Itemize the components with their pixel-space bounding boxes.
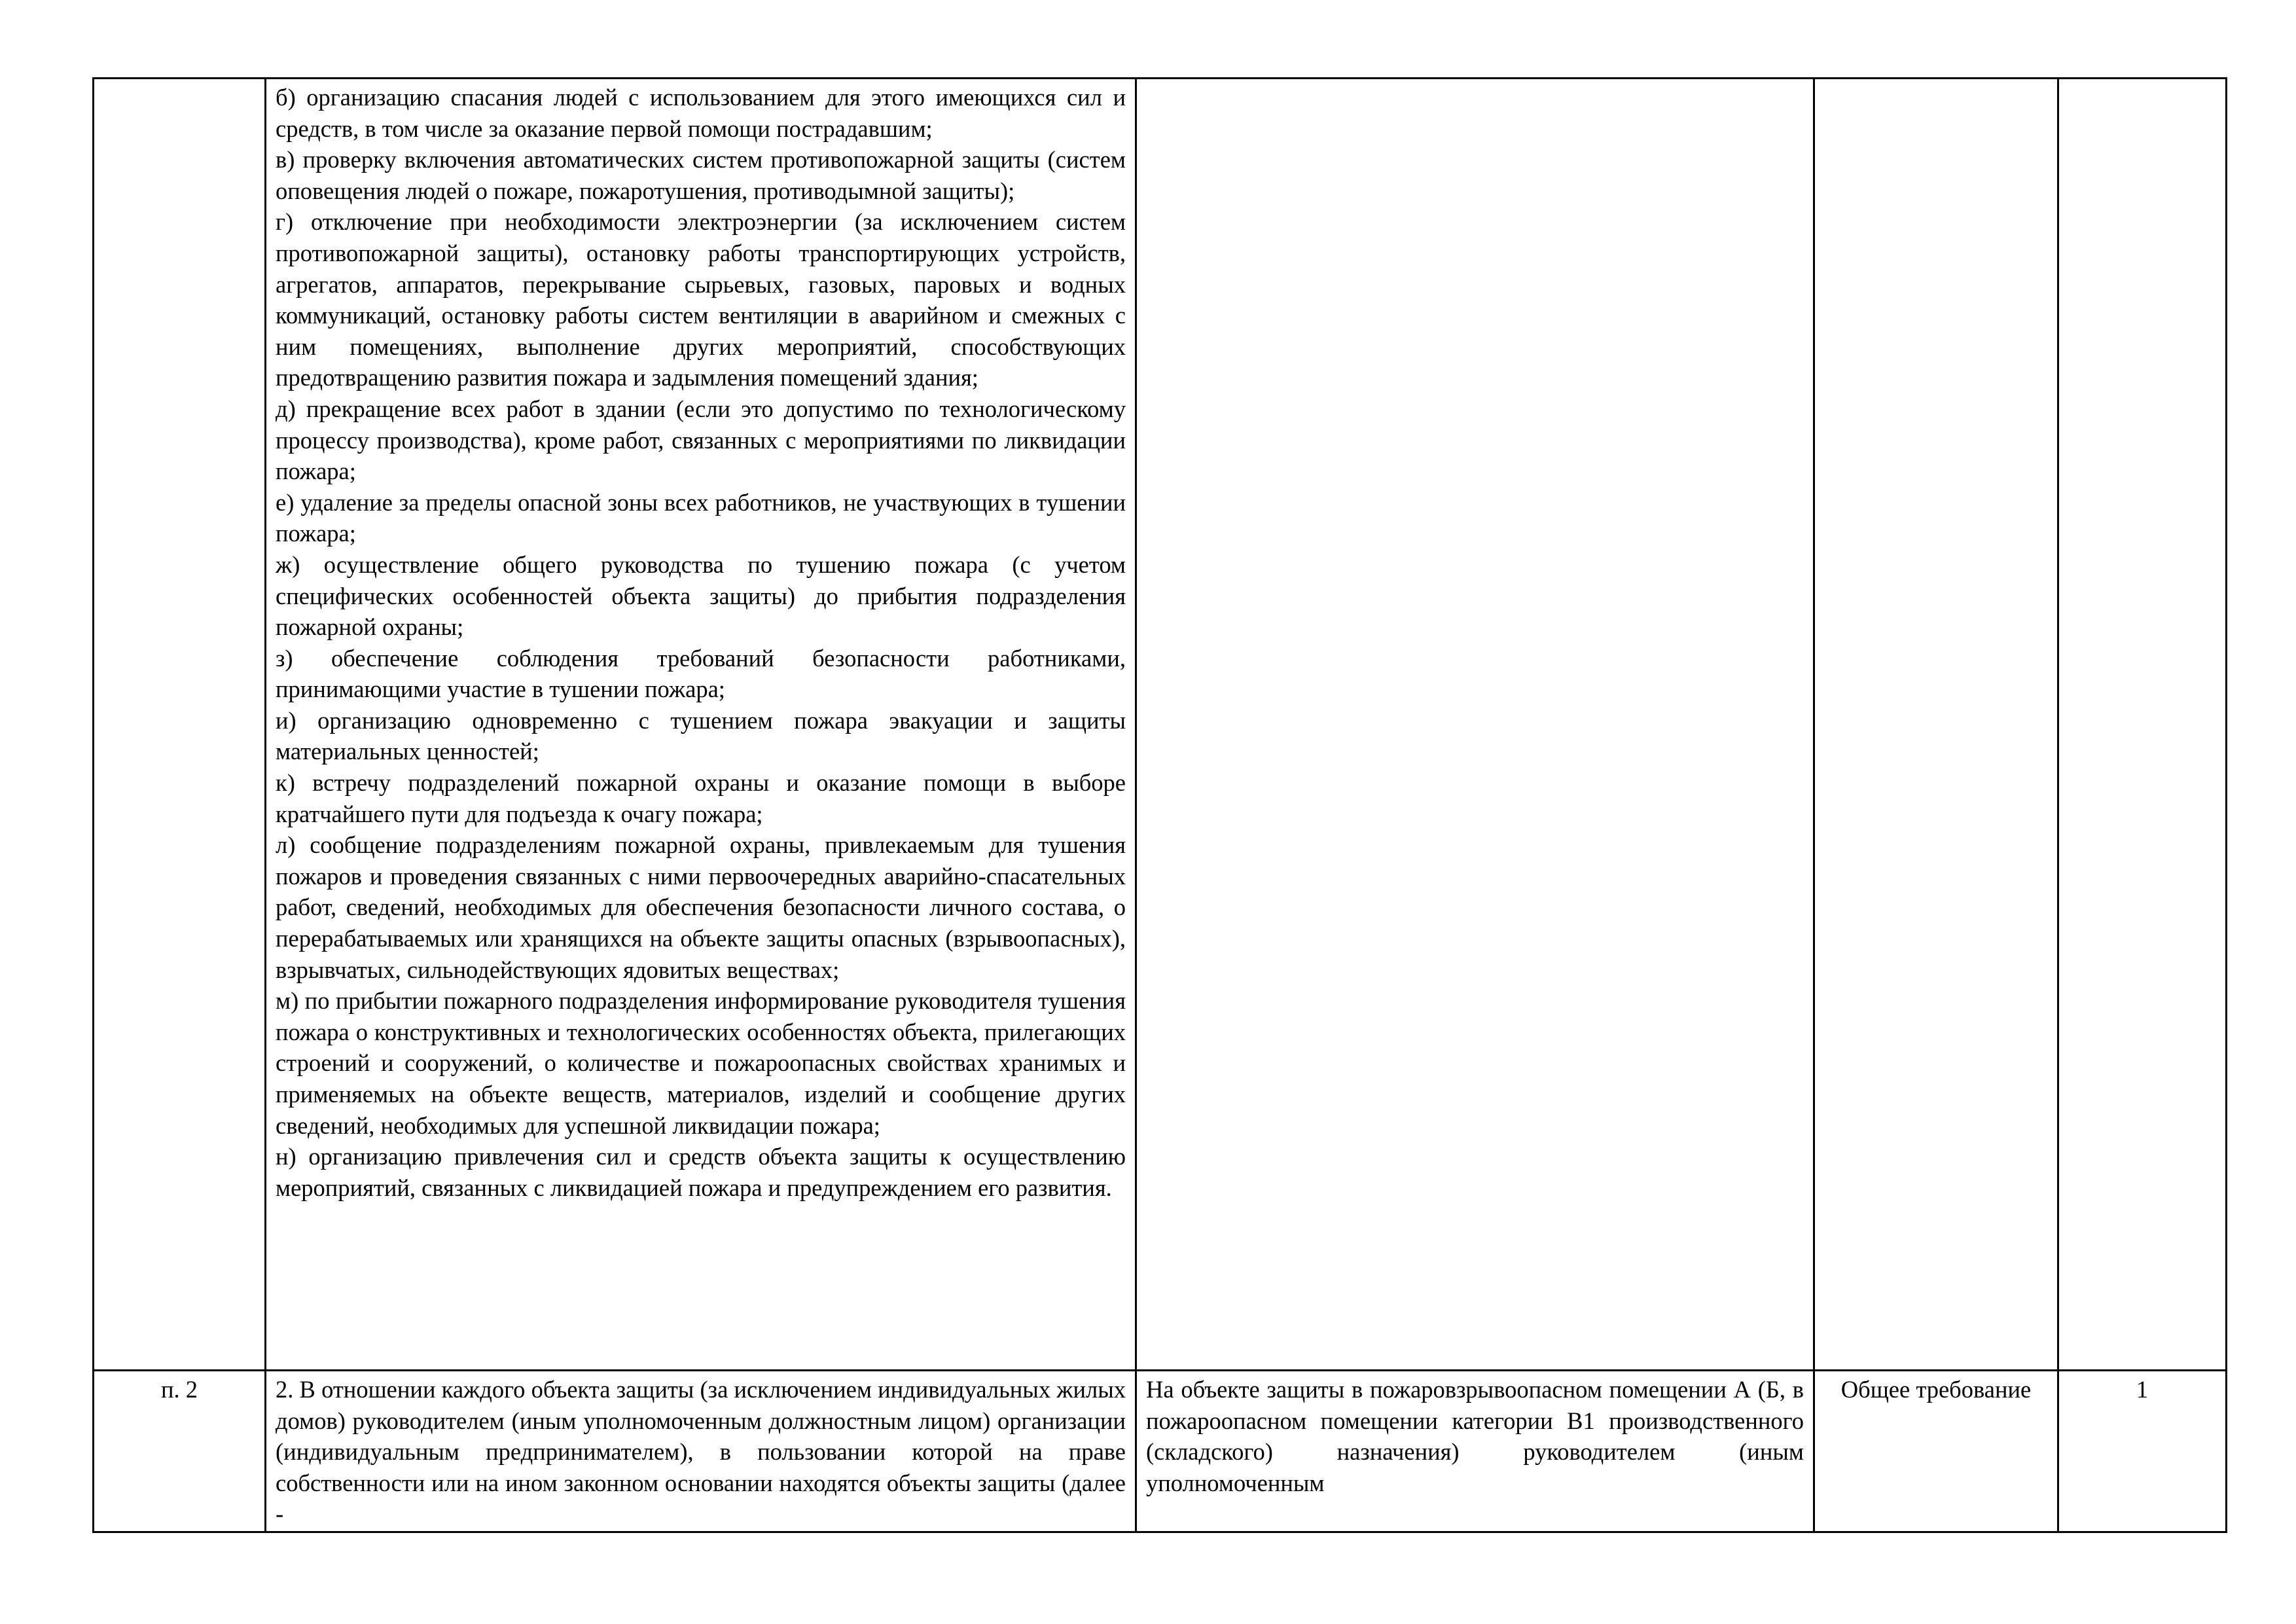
- table-row: [94, 1371, 2227, 1532]
- row2-type-cell: Общее требование: [1814, 1371, 2058, 1532]
- list-item: к) встречу подразделений пожарной охраны и оказание помощи в выборе кратчайшего пути для подъезда к очагу пожара;: [276, 769, 1126, 827]
- row2-question-cell: [1136, 1371, 1814, 1532]
- list-item: д) прекращение всех работ в здании (если это допустимо по технологическому процессу производства), кроме работ, связанных с мероприятиями по ликвидации пожара;: [276, 395, 1126, 485]
- row1-requirement-text-cell: [266, 79, 1136, 1371]
- list-item: е) удаление за пределы опасной зоны всех работников, не участвующих в тушении пожара;: [276, 488, 1126, 547]
- list-item: б) организацию спасания людей с использованием для этого имеющихся сил и средств, в том числе за оказание первой помощи пострадавшим;: [276, 84, 1126, 142]
- row1-point-cell: [94, 79, 266, 1371]
- list-item: м) по прибытии пожарного подразделения информирование руководителя тушения пожара о конструктивных и технологических особенностях объекта, прилегающих строений и сооружений, о количестве и пожароопасных свойствах хранимых и применяемых на объекте веществ, материалов, изделий и сообщение других сведений, необходимых для успешной ликвидации пожара;: [276, 987, 1126, 1139]
- row2-point-cell: п. 2: [94, 1371, 266, 1532]
- question-text: На объекте защиты в пожаровзрывоопасном помещении А (Б, в пожароопасном помещении категории В1 производственного (складского) назначения) руководителем (иным уполномоченным: [1146, 1376, 1804, 1496]
- row1-score-cell: [2058, 79, 2227, 1371]
- list-item: в) проверку включения автоматических систем противопожарной защиты (систем оповещения людей о пожаре, пожаротушения, противодымной защиты);: [276, 146, 1126, 204]
- row1-question-cell: [1136, 79, 1814, 1371]
- list-item: з) обеспечение соблюдения требований безопасности работниками, принимающими участие в тушении пожара;: [276, 644, 1126, 703]
- table-row: [94, 79, 2227, 1371]
- list-item: г) отключение при необходимости электроэнергии (за исключением систем противопожарной защиты), остановку работы транспортирующих устройств, агрегатов, аппаратов, перекрывание сырьевых, газовых, паровых и водных коммуникаций, остановку работы систем вентиляции в аварийном и смежных с ним помещениях, выполнение других мероприятий, способствующих предотвращению развития пожара и задымления помещений здания;: [276, 208, 1126, 391]
- requirement-text: 2. В отношении каждого объекта защиты (за исключением индивидуальных жилых домов) руководителем (иным уполномоченным должностным лицом) организации (индивидуальным предпринимателем), в пользовании которой на праве собственности или на ином законном основании находятся объекты защиты (далее -: [276, 1376, 1126, 1528]
- list-item: н) организацию привлечения сил и средств объекта защиты к осуществлению мероприятий, связанных с ликвидацией пожара и предупреждением его развития.: [276, 1143, 1126, 1201]
- requirements-table: [92, 77, 2227, 1533]
- list-item: и) организацию одновременно с тушением пожара эвакуации и защиты материальных ценностей;: [276, 706, 1126, 765]
- row2-requirement-text-cell: [266, 1371, 1136, 1532]
- list-item: л) сообщение подразделениям пожарной охраны, привлекаемым для тушения пожаров и проведения связанных с ними первоочередных аварийно-спасательных работ, сведений, необходимых для обеспечения безопасности личного состава, о перерабатываемых или хранящихся на объекте защиты опасных (взрывоопасных), взрывчатых, сильнодействующих ядовитых веществах;: [276, 831, 1126, 983]
- row2-score-cell: 1: [2058, 1371, 2227, 1532]
- row1-type-cell: [1814, 79, 2058, 1371]
- list-item: ж) осуществление общего руководства по тушению пожара (с учетом специфических особенностей объекта защиты) до прибытия подразделения пожарной охраны;: [276, 550, 1126, 641]
